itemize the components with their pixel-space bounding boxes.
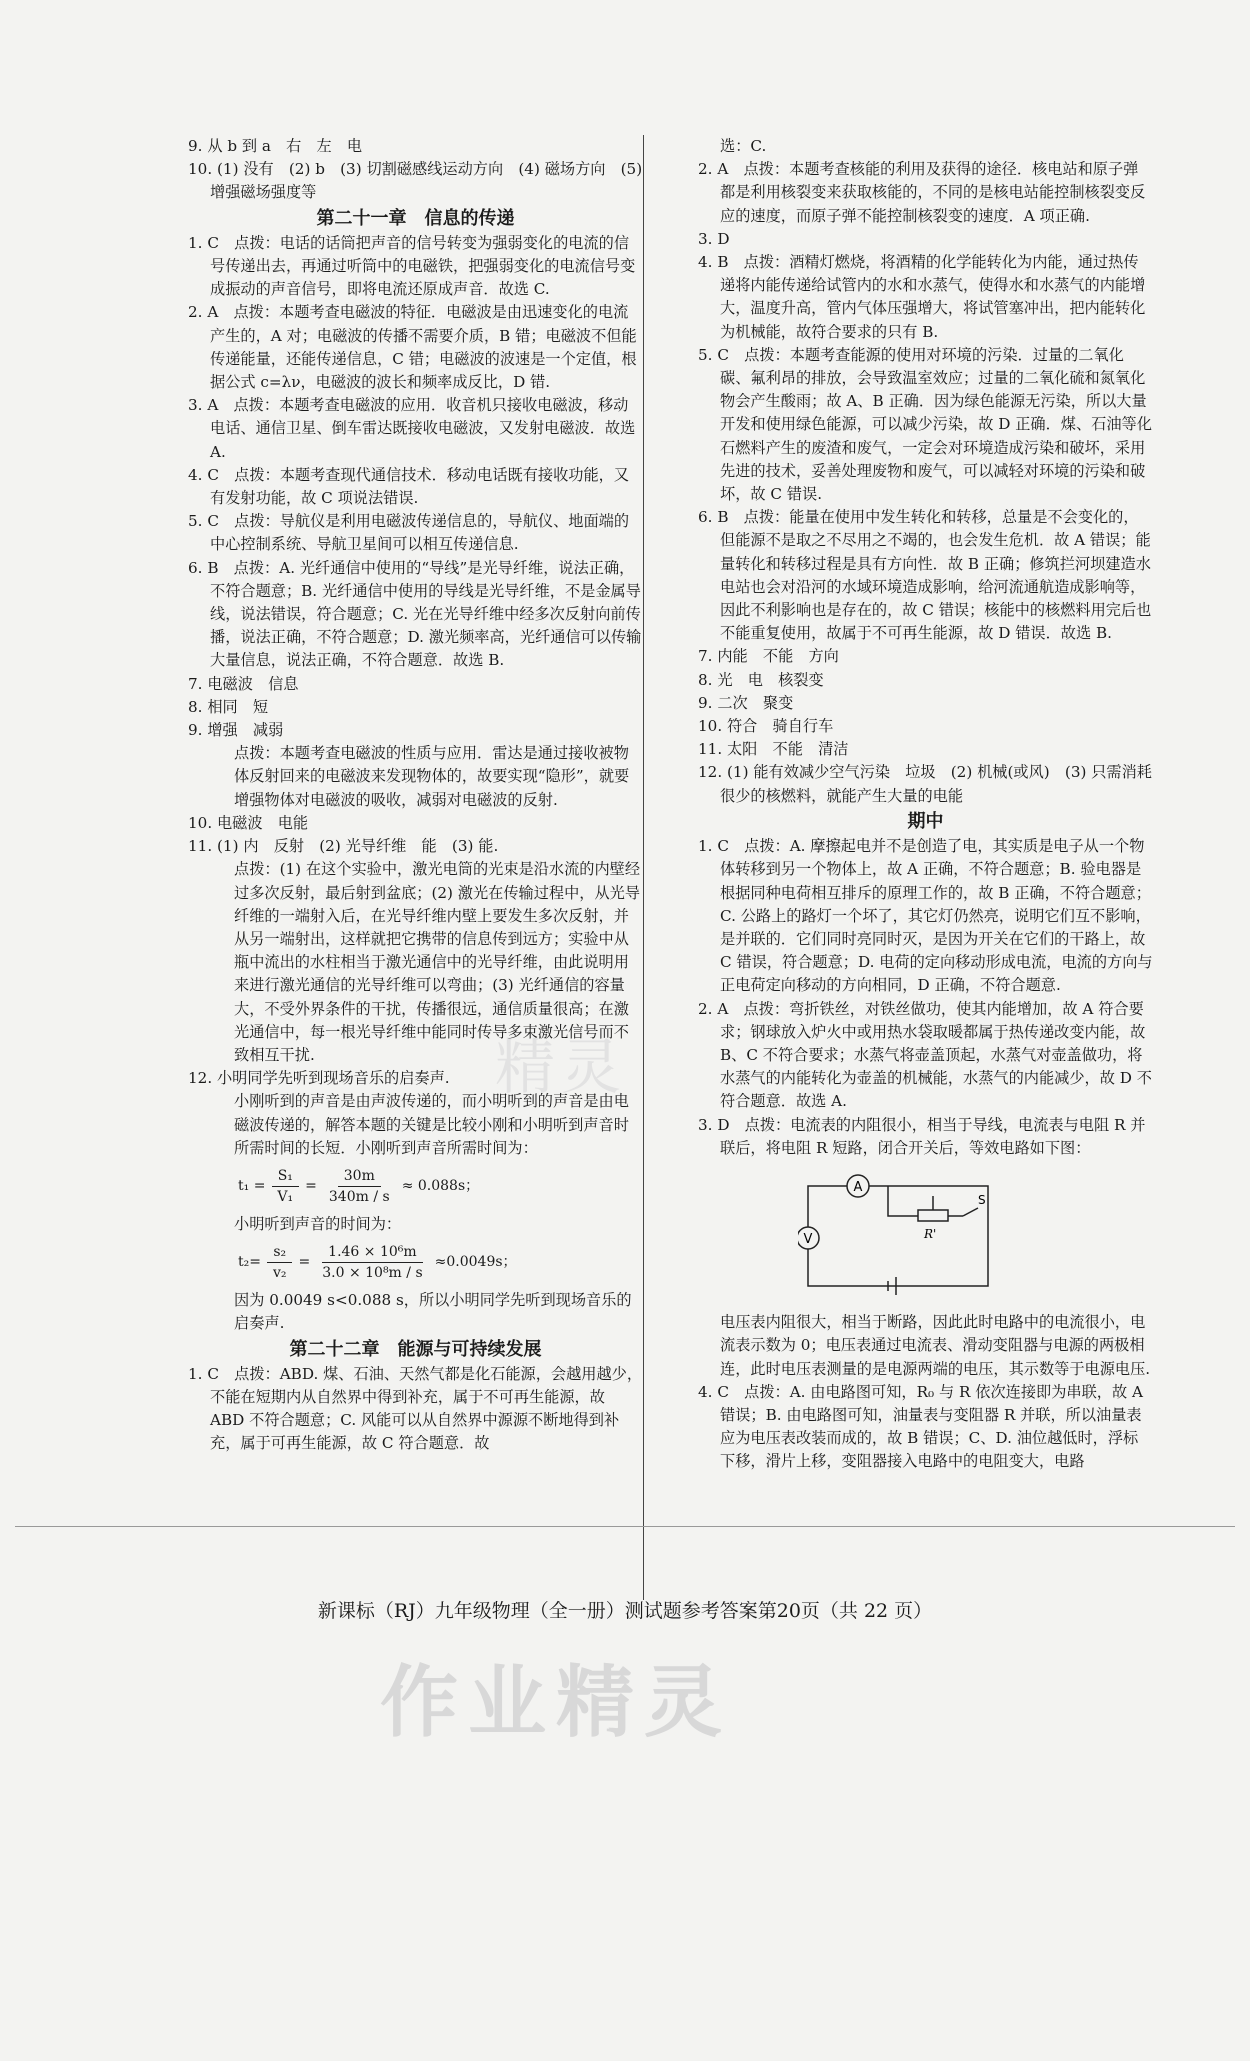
- formula-t2-lhs: t₂=: [238, 1254, 261, 1271]
- ch21-answer-11: 11. (1) 内 反射 (2) 光导纤维 能 (3) 能.: [188, 837, 499, 856]
- ch21-answer-12-detail-2: 小明听到声音的时间为：: [234, 1214, 402, 1233]
- formula-t2-result: ≈0.0049s；: [434, 1254, 517, 1271]
- denominator: 340m / s: [328, 1188, 390, 1205]
- ammeter-label: A: [853, 1179, 863, 1195]
- ch22-answer-4: 4. B 点拨：酒精灯燃烧，将酒精的化学能转化为内能，通过热传递将内能传递给试管内的水和水蒸气，使得水和水蒸气的内能增大，温度升高，管内气体压强增大，将试管塞冲出，把内能转化为机械能，故符合要求的只有 B.: [698, 253, 1146, 341]
- numerator: s₂: [267, 1242, 292, 1263]
- ch22-answer-5: 5. C 点拨：本题考查能源的使用对环境的污染．过量的二氧化碳、氟利昂的排放，会导致温室效应；过量的二氧化硫和氮氧化物会产生酸雨；故 A、B 正确．因为绿色能源无污染，所以大量开发和使用绿色能源，可以减少污染，故 D 正确．煤、石油等化石燃料产生的废渣和废气，一定会对环境造成污染和破坏，采用先进的技术，妥善处理废物和废气，可以减轻对环境的污染和破坏，故 C 错误.: [698, 345, 1152, 504]
- denominator: V₁: [277, 1188, 294, 1205]
- ch21-answer-1: 1. C 点拨：电话的话筒把声音的信号转变为强弱变化的电流的信号传递出去，再通过听筒中的电磁铁，把强弱变化的电流信号变成振动的声音信号，即将电流还原成声音．故选 C.: [188, 233, 636, 299]
- column-divider: [643, 135, 644, 1600]
- switch-symbol: [963, 1208, 978, 1216]
- midterm-title: 期中: [907, 810, 944, 832]
- ch22-answer-6: 6. B 点拨：能量在使用中发生转化和转移，总量是不会变化的，但能源不是取之不尽用之不竭的，也会发生危机．故 A 错误；能量转化和转移过程是具有方向性．故 B 正确；修筑拦河坝建造水电站也会对沿河的水域环境造成影响，给河流通航造成影响等，因此不利影响也是存在的，故 C 错误；核能中的核燃料用完后也不能重复使用，故属于不可再生能源，故 D 错误．故选 B.: [698, 508, 1152, 643]
- ch22-answer-1: 1. C 点拨：ABD. 煤、石油、天然气都是化石能源，会越用越少，不能在短期内从自然界中得到补充，属于不可再生能源，故 ABD 不符合题意；C. 风能可以从自然界中源源不断地得到补充，属于可再生能源，故 C 符合题意．故: [188, 1364, 643, 1453]
- ch22-answer-1-cont: 选：C.: [720, 137, 767, 155]
- fraction-s1-v1: [271, 1166, 299, 1207]
- ch22-answer-11: 11. 太阳 不能 清洁: [698, 740, 849, 759]
- ch21-answer-10: 10. 电磁波 电能: [188, 813, 309, 832]
- numerator: 1.46 × 10⁶m: [322, 1242, 423, 1263]
- rheostat-symbol: [918, 1210, 948, 1221]
- ch22-answer-3: 3. D: [698, 229, 730, 248]
- ch21-answer-6: 6. B 点拨：A. 光纤通信中使用的“导线”是光导纤维，说法正确，不符合题意；B. 光纤通信中使用的导线是光导纤维，不是金属导线，说法错误，符合题意；C. 光在光导纤维中经多次反射向前传播，说法正确，不符合题意；D. 激光频率高，光纤通信可以传输大量信息，说法正确，不符合题意．故选 B.: [188, 558, 642, 670]
- ch21-answer-5: 5. C 点拨：导航仪是利用电磁波传递信息的，导航仪、地面端的中心控制系统、导航卫星间可以相互传递信息.: [188, 512, 630, 554]
- left-column: [188, 135, 643, 1456]
- ch21-answer-3: 3. A 点拨：本题考查电磁波的应用．收音机只接收电磁波，移动电话、通信卫星、倒车雷达既接收电磁波，又发射电磁波．故选 A.: [188, 396, 636, 461]
- fraction-30m: [323, 1166, 396, 1207]
- switch-label: S: [978, 1192, 986, 1207]
- chapter-22-title: 第二十二章 能源与可持续发展: [289, 1338, 542, 1360]
- ch21-answer-2: 2. A 点拨：本题考查电磁波的特征．电磁波是由迅速变化的电流产生的，A 对；电磁波的传播不需要介质，B 错；电磁波不但能传递能量，还能传递信息，C 错；电磁波的波速是一个定值，根据公式 c=λν，电磁波的波长和频率成反比，D 错.: [188, 303, 637, 392]
- ch21-answer-12-conclusion: 因为 0.0049 s<0.088 s，所以小明同学先听到现场音乐的启奏声.: [234, 1291, 632, 1333]
- formula-t1-result: ≈ 0.088s；: [401, 1177, 480, 1194]
- right-column: [698, 135, 1153, 1474]
- midterm-answer-1: 1. C 点拨：A. 摩擦起电并不是创造了电，其实质是电子从一个物体转移到另一个物体上，故 A 正确，不符合题意；B. 验电器是根据同种电荷相互排斥的原理工作的，故 B 正确，不符合题意；C. 公路上的路灯一个坏了，其它灯仍然亮，说明它们互不影响，是并联的．它们同时亮同时灭，是因为开关在它们的干路上，故 C 错误，符合题意；D. 电荷的定向移动形成电流，电流的方向与正电荷定向移动的方向相同，D 正确，不符合题意.: [698, 837, 1153, 995]
- fraction-s2-v2: [267, 1242, 293, 1283]
- numerator: 30m: [338, 1166, 381, 1187]
- page-footer: 新课标（RJ）九年级物理（全一册）测试题参考答案第20页（共 22 页）: [317, 1600, 933, 1622]
- equals-sign: =: [298, 1254, 311, 1271]
- ch21-answer-12-detail: 小刚听到的声音是由声波传递的，而小明听到的声音是由电磁波传递的，解答本题的关键是比较小刚和小明听到声音时所需时间的长短．小刚听到声音所需时间为：: [234, 1092, 629, 1157]
- ch22-answer-10: 10. 符合 骑自行车: [698, 717, 834, 736]
- denominator: 3.0 × 10⁸m / s: [322, 1265, 423, 1282]
- ch21-answer-9-detail: 点拨：本题考查电磁波的性质与应用．雷达是通过接收被物体反射回来的电磁波来发现物体的，故要实现“隐形”，就要增强物体对电磁波的吸收，减弱对电磁波的反射.: [234, 744, 630, 809]
- rheostat-label: R': [924, 1226, 937, 1241]
- midterm-answer-3: 3. D 点拨：电流表的内阻很小，相当于导线，电流表与电阻 R 并联后，将电阻 R 短路，闭合开关后，等效电路如下图：: [698, 1115, 1146, 1157]
- ch22-answer-7: 7. 内能 不能 方向: [698, 647, 839, 666]
- numerator: S₁: [272, 1166, 299, 1187]
- formula-t1: [188, 1166, 643, 1207]
- fold-line: [15, 1526, 1235, 1527]
- ch22-answer-12: 12. (1) 能有效减少空气污染 垃圾 (2) 机械(或风) (3) 只需消耗很少的核燃料，就能产生大量的电能: [698, 763, 1152, 805]
- ch21-answer-9: 9. 增强 减弱: [188, 721, 284, 740]
- answer-10: 10. (1) 没有 (2) b (3) 切割磁感线运动方向 (4) 磁场方向 (5) 增强磁场强度等: [188, 160, 643, 202]
- ch22-answer-9: 9. 二次 聚变: [698, 693, 794, 712]
- chapter-21-title: 第二十一章 信息的传递: [316, 207, 515, 229]
- formula-t2: [188, 1242, 643, 1283]
- ch21-answer-12: 12. 小明同学先听到现场音乐的启奏声.: [188, 1069, 450, 1088]
- midterm-answer-4: 4. C 点拨：A. 由电路图可知，R₀ 与 R 依次连接即为串联，故 A 错误；B. 由电路图可知，油量表与变阻器 R 并联，所以油量表应为电压表改装而成的，故 B 错误；C、D. 油位越低时，浮标下移，滑片上移，变阻器接入电路中的电阻变大，电路: [698, 1382, 1143, 1471]
- ch22-answer-8: 8. 光 电 核裂变: [698, 670, 824, 689]
- watermark-logo: 作业精灵: [380, 1658, 733, 1748]
- equals-sign: =: [305, 1177, 317, 1194]
- ch21-answer-7: 7. 电磁波 信息: [188, 674, 299, 693]
- answer-9: 9. 从 b 到 a 右 左 电: [188, 137, 363, 155]
- denominator: v₂: [272, 1265, 287, 1282]
- voltmeter-label: V: [803, 1231, 813, 1247]
- midterm-answer-3-detail: 电压表内阻很大，相当于断路，因此此时电路中的电流很小，电流表示数为 0；电压表通过电流表、滑动变阻器与电源的两极相连，此时电压表测量的是电源两端的电压，其示数等于电源电压.: [720, 1313, 1151, 1378]
- ch21-answer-4: 4. C 点拨：本题考查现代通信技术．移动电话既有接收功能，又有发射功能，故 C 项说法错误.: [188, 465, 630, 508]
- equivalent-circuit-diagram: [798, 1166, 998, 1298]
- ch21-answer-8: 8. 相同 短: [188, 697, 269, 716]
- ch22-answer-2: 2. A 点拨：本题考查核能的利用及获得的途径．核电站和原子弹都是利用核裂变来获取核能的，不同的是核电站能控制核裂变反应的速度，而原子弹不能控制核裂变的速度．A 项正确.: [698, 160, 1146, 225]
- midterm-answer-2: 2. A 点拨：弯折铁丝，对铁丝做功，使其内能增加，故 A 符合要求；钢球放入炉火中或用热水袋取暖都属于热传递改变内能，故 B、C 不符合要求；水蒸气将壶盖顶起，水蒸气对壶盖做功，将水蒸气的内能转化为壶盖的机械能，水蒸气的内能减少，故 D 不符合题意．故选 A.: [698, 999, 1152, 1111]
- ch21-answer-11-detail: 点拨：(1) 在这个实验中，激光电筒的光束是沿水流的内壁经过多次反射，最后射到盆底；(2) 激光在传输过程中，从光导纤维的一端射入后，在光导纤维内壁上要发生多次反射，并从另一端射出，这样就把它携带的信息传到远方；实验中从瓶中流出的水柱相当于激光通信中的光导纤维，由此说明用来进行激光通信的光导纤维可以弯曲；(3) 光纤通信的容量大，不受外界条件的干扰，传播很远，通信质量很高；在激光通信中，每一根光导纤维中能同时传导多束激光信号而不致相互干扰.: [234, 860, 641, 1064]
- circuit-wire-loop: [808, 1186, 988, 1286]
- faint-watermark-middle: 精灵: [495, 1033, 627, 1103]
- formula-t1-lhs: t₁ =: [238, 1177, 266, 1194]
- fraction-distance: [316, 1242, 428, 1283]
